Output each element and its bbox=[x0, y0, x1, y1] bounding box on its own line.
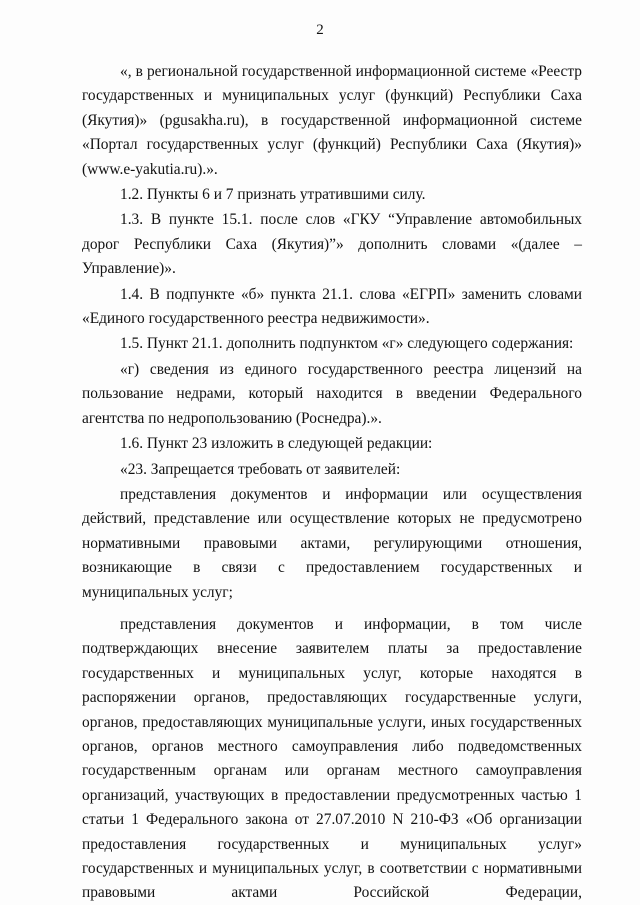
paragraph-subitem-g: «г) сведения из единого государственного реестра лицензий на пользование недрами, который находится в введении Федерального агентства по недропользованию (Роснедра).». bbox=[82, 360, 582, 427]
paragraph-item-1-6: 1.6. Пункт 23 изложить в следующей редакции: bbox=[120, 435, 433, 453]
document-body bbox=[82, 60, 582, 906]
page-number: 2 bbox=[316, 22, 324, 38]
paragraph-requirement-1: представления документов и информации или осуществления действий, представление или осуществление которых не предусмотрено нормативными правовыми актами, регулирующими отношения, возникающие в связи с предоставлением государственных и муниципальных услуг; bbox=[82, 485, 582, 601]
paragraph-item-1-3: 1.3. В пункте 15.1. после слов «ГКУ “Управление автомобильных дорог Республики Саха (Якутия)”» дополнить словами «(далее – Управление)». bbox=[82, 211, 582, 278]
paragraph-point-23-heading: «23. Запрещается требовать от заявителей: bbox=[120, 460, 401, 478]
paragraph-registry-continuation: «, в региональной государственной информационной системе «Реестр государственных и муниципальных услуг (функций) Республики Саха (Якутия)» (pgusakha.ru), в государственной информационной системе «Портал государственных услуг (функций) Республики Саха (Якутия)» (www.e-yakutia.ru).». bbox=[82, 63, 582, 178]
paragraph-item-1-4: 1.4. В подпункте «б» пункта 21.1. слова «ЕГРП» заменить словами «Единого государственного реестра недвижимости». bbox=[82, 285, 582, 328]
paragraph-item-1-5: 1.5. Пункт 21.1. дополнить подпунктом «г» следующего содержания: bbox=[120, 335, 574, 353]
paragraph-requirement-2: представления документов и информации, в том числе подтверждающих внесение заявителем платы за предоставление государственных и муниципальных услуг, которые находятся в распоряжении органов, предоставляющих государственные услуги, органов, предоставляющих муниципальные услуги, иных государственных органов, органов местного самоуправления либо подведомственных государственным органам или органам местного самоуправления организаций, участвующих в предоставлении предусмотренных частью 1 статьи 1 Федерального закона от 27.07.2010 N 210-ФЗ «Об организации предоставления государственных и муниципальных услуг» государственных и муниципальных услуг, в соответствии с нормативными правовыми актами Российской Федерации, bbox=[82, 615, 582, 902]
paragraph-item-1-2: 1.2. Пункты 6 и 7 признать утратившими силу. bbox=[120, 186, 426, 204]
